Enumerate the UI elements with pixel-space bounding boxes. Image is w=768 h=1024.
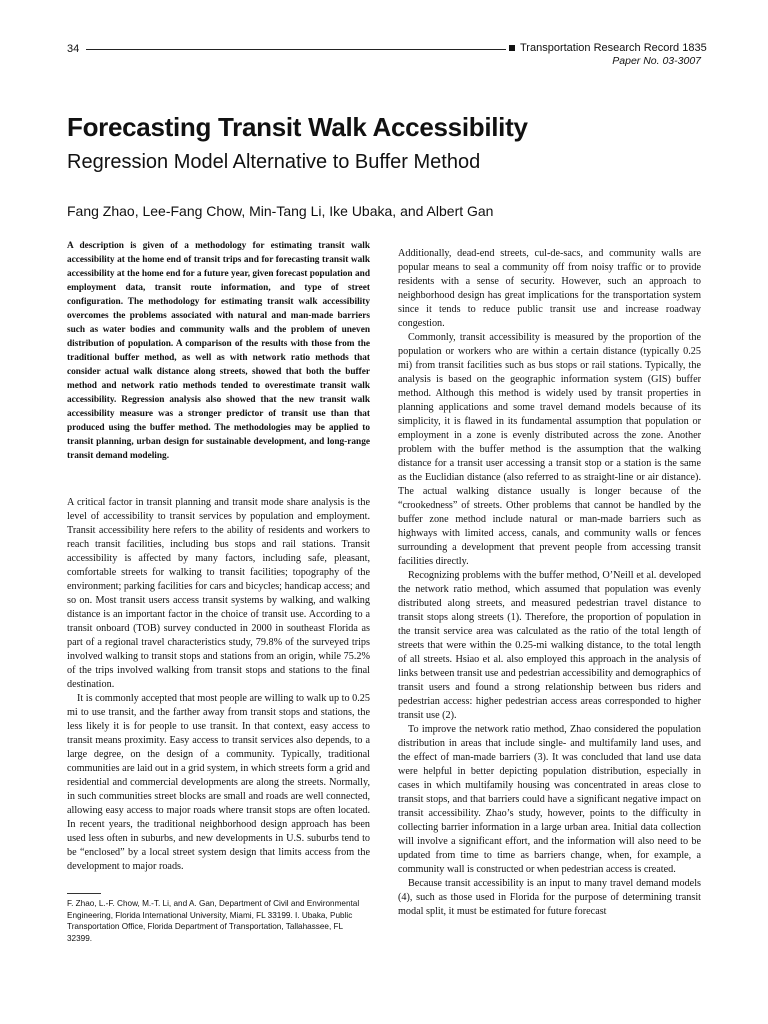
paragraph: A critical factor in transit planning and transit mode share analysis is the level of accessibility to transit services by population and employment. Transit accessibility here refers to the ability of residents and workers to reach transit facilities, including bus stops and rail stations. Transit accessibility is affected by many factors, including safe, pleasant, comfortable streets for walking to transit facilities; topography of the environment; parking facilities for cars and bicycles; handicap access; and so on. Most transit users access transit systems by walking, and walking distance is an important factor in the choice of transit use. According to a transit onboard (TOB) survey conducted in 2000 in southeast Florida as part of a regional travel characteristics study, 79.8% of the surveyed trips involved walking to transit stops and stations from an origin, while 75.2% of the trips involved walking from transit stops and stations to the final destination. xyxy=(67,497,370,690)
abstract: A description is given of a methodology for estimating transit walk accessibility at the home end of transit trips and for forecasting transit walk accessibility at the home end for a future year, given forecast population and employment data, transit route information, and type of street configuration. The methodology for estimating transit walk accessibility overcomes the problems associated with natural and man-made barriers such as water bodies and community walls and the problem of uneven distribution of population. A comparison of the results with those from the traditional buffer method, as well as with network ratio methods that consider actual walk distance along streets, showed that both the buffer method and network ratio methods tended to overestimate transit walk accessibility. Regression analysis also showed that the new transit walk accessibility measure was a stronger predictor of transit use than that produced using the buffer method. The methodologies may be applied to transit planning, urban design for sustainable development, and long-range transit demand modeling. xyxy=(67,241,370,461)
paragraph: Recognizing problems with the buffer method, O’Neill et al. developed the network ratio method, which assumed that population was evenly distributed along streets, and measured pedestrian travel distance to transit stops along streets (1). Therefore, the proportion of population in the transit service area was calculated as the ratio of the total length of streets that were within the 0.25-mi walking distance, to the total length of all streets. Hsiao et al. also employed this approach in the analysis of links between transit use and pedestrian accessibility and demographics of transit users and found a strong relationship between bus riders and pedestrian access: higher pedestrian access areas corresponded to higher transit use (2). xyxy=(398,570,701,721)
paper-title: Forecasting Transit Walk Accessibility xyxy=(67,112,528,142)
footnote-rule xyxy=(67,893,101,894)
journal-name: Transportation Research Record 1835 xyxy=(520,42,707,54)
header-rule xyxy=(86,49,506,50)
header-square-icon xyxy=(509,45,515,51)
page-number: 34 xyxy=(67,43,80,55)
author-list: Fang Zhao, Lee-Fang Chow, Min-Tang Li, Ike Ubaka, and Albert Gan xyxy=(67,203,494,219)
paragraph: Additionally, dead-end streets, cul-de-sacs, and community walls are popular means to seal a community off from noisy traffic or to provide residents with a sense of security. However, such an approach to neighborhood design has great implications for the transportation system since it tends to reduce public transit use and increase roadway congestion. xyxy=(398,248,701,329)
paper-subtitle: Regression Model Alternative to Buffer Method xyxy=(67,151,481,173)
body-right-column xyxy=(398,247,701,919)
paragraph: Commonly, transit accessibility is measured by the proportion of the population or workers who are within a certain distance (typically 0.25 mi) from transit facilities such as bus stops or rail stations. Typically, the analysis is based on the geographic information system (GIS) buffer method. Although this method is widely used by transit properties in planning applications and some travel demand models because of its simplicity, it is flawed in its fundamental assumption that population or employment in a zone is evenly distributed across the zone. Another problem with the buffer method is the assumption that the walking distance for a transit user accessing a transit stop or a station is the same as the Euclidian distance (also referred to as straight-line or air distance). The actual walking distance usually is longer because of the “crookedness” of streets. Other problems that cannot be handled by the buffer zone method include natural or man-made barriers such as highways with limited access, canals, and community walls or fences surrounding a development that prevent people from accessing transit facilities directly. xyxy=(398,332,701,567)
affiliation-footnote: F. Zhao, L.-F. Chow, M.-T. Li, and A. Gan, Department of Civil and Environmental Engineering, Florida International University, Miami, FL 33199. I. Ubaka, Public Transportation Office, Florida Department of Transportation, Tallahassee, FL 32399. xyxy=(67,899,360,943)
paper-number: Paper No. 03-3007 xyxy=(612,55,701,67)
paragraph: To improve the network ratio method, Zhao considered the population distribution in areas that include single- and multifamily land uses, and the effect of man-made barriers (3). It was concluded that land use data were helpful in better depicting population distribution, especially in cases in which multifamily housing was concentrated in areas close to transit stops, and that barriers could have a significant negative impact on transit accessibility. Zhao’s study, however, points to the difficulty in collecting barrier information in a large urban area. Initial data collection will involve a significant effort, and the information will also need to be updated from time to time as barriers change, when, for example, a community wall is constructed or when pedestrian access is created. xyxy=(398,724,701,875)
body-left-column xyxy=(67,496,370,874)
paragraph: Because transit accessibility is an input to many travel demand models (4), such as those used in Florida for the purpose of determining transit modal split, it must be estimated for future forecast xyxy=(398,878,701,917)
paragraph: It is commonly accepted that most people are willing to walk up to 0.25 mi to use transit, and the farther away from transit stops and stations, the less likely it is for people to use transit. In that context, easy access to transit means proximity. Easy access to transit services also depends, to a large degree, on the design of a community. Typically, traditional communities are laid out in a grid system, in which streets form a grid and residential and commercial developments are along the streets. Normally, in such communities street blocks are small and roads are well connected, allowing easy access to major roads where transit stops are often located. In recent years, the traditional neighborhood design approach has been used less often in suburbs, and new developments in U.S. suburbs tend to be “enclosed” by a local street system design that limits access from the development to major roads. xyxy=(67,693,371,872)
